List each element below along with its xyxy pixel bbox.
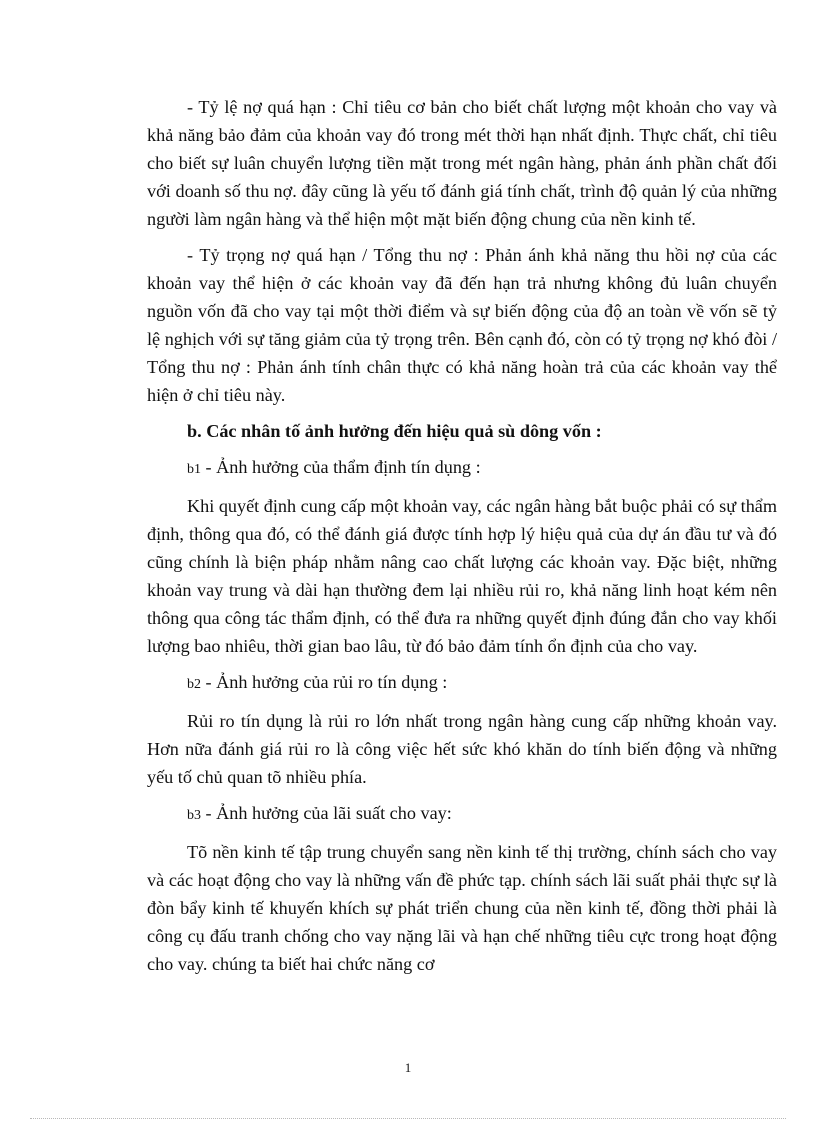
subheading-b3 bbox=[147, 799, 777, 830]
subheading-b3-code: b3 bbox=[187, 808, 201, 823]
paragraph-appraisal: Khi quyết định cung cấp một khoản vay, các ngân hàng bắt buộc phải có sự thẩm định, thông qua đó, có thể đánh giá được tính hợp lý hiệu quả của dự án đầu tư và đó cũng chính là biện pháp nhằm nâng cao chất lượng các khoản vay. Đặc biệt, những khoản vay trung và dài hạn thường đem lại nhiều rủi ro, khả năng linh hoạt kém nên thông qua công tác thẩm định, có thể đưa ra những quyết định đúng đắn cho vay khối lượng bao nhiêu, thời gian bao lâu, từ đó bảo đảm tính ổn định của cho vay. bbox=[147, 496, 778, 656]
subheading-b2-code: b2 bbox=[187, 677, 201, 692]
paragraph-credit-risk: Rủi ro tín dụng là rủi ro lớn nhất trong ngân hàng cung cấp những khoản vay. Hơn nữa đánh giá rủi ro là công việc hết sức khó khăn do tính biến động và những yếu tố chủ quan tõ nhiều phía. bbox=[147, 711, 777, 787]
subheading-b1 bbox=[147, 453, 777, 484]
subheading-b2 bbox=[147, 668, 777, 699]
paragraph-interest-rate: Tõ nền kinh tế tập trung chuyển sang nền kinh tế thị trường, chính sách cho vay và các hoạt động cho vay là những vấn đề phức tạp. chính sách lãi suất phải thực sự là đòn bẩy kinh tế khuyến khích sự phát triển chung của nền kinh tế, đồng thời phải là công cụ đấu tranh chống cho vay nặng lãi và hạn chế những tiêu cực trong hoạt động cho vay. chúng ta biết hai chức năng cơ bbox=[147, 842, 777, 974]
page-number: 1 bbox=[404, 1060, 412, 1075]
page-body bbox=[147, 93, 777, 986]
subheading-b2-title: - Ảnh hưởng của rủi ro tín dụng : bbox=[201, 672, 448, 692]
paragraph-overdue-ratio: - Tỷ lệ nợ quá hạn : Chỉ tiêu cơ bản cho biết chất lượng một khoản cho vay và khả năng bảo đảm của khoản vay đó trong mét thời hạn nhất định. Thực chất, chỉ tiêu cho biết sự luân chuyển lượng tiền mặt trong mét ngân hàng, phản ánh phần chất đối với doanh số thu nợ. đây cũng là yếu tố đánh giá tính chất, trình độ quản lý của những người làm ngân hàng và thể hiện một mặt biến động chung của nền kinh tế. bbox=[147, 97, 777, 229]
subheading-b1-title: - Ảnh hưởng của thẩm định tín dụng : bbox=[201, 457, 481, 477]
subheading-b1-code: b1 bbox=[187, 462, 201, 477]
section-heading-factors: b. Các nhân tố ảnh hưởng đến hiệu quả sù dông vốn : bbox=[187, 421, 602, 441]
paragraph-overdue-share: - Tỷ trọng nợ quá hạn / Tổng thu nợ : Phản ánh khả năng thu hồi nợ của các khoản vay thể hiện ở các khoản vay đã đến hạn trả nhưng không đủ luân chuyển nguồn vốn đã cho vay tại một thời điểm và sự biến động của độ an toàn về vốn sẽ tỷ lệ nghịch với sự tăng giảm của tỷ trọng trên. Bên cạnh đó, còn có tỷ trọng nợ khó đòi / Tổng thu nợ : Phản ánh tính chân thực có khả năng hoàn trả của các khoản vay thể hiện ở chỉ tiêu này. bbox=[147, 245, 777, 405]
subheading-b3-title: - Ảnh hưởng của lãi suất cho vay: bbox=[201, 803, 452, 823]
page-bottom-divider bbox=[30, 1118, 786, 1119]
